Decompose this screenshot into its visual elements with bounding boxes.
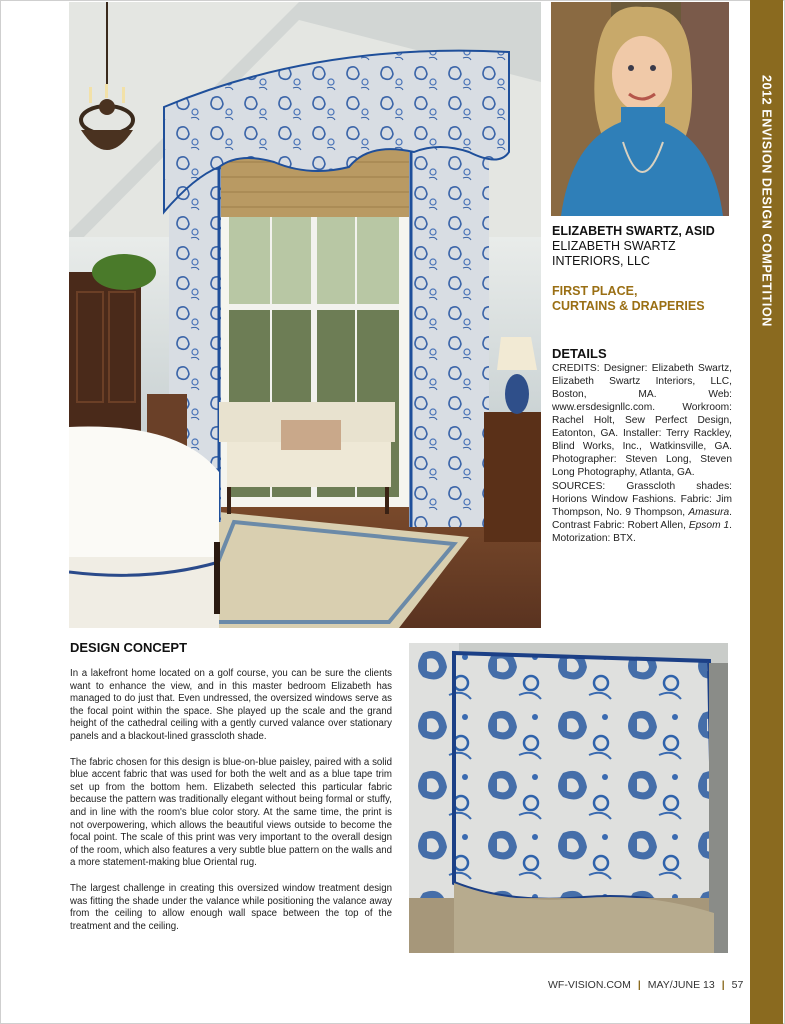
- valance-detail-photo: [409, 643, 728, 953]
- design-concept-heading: DESIGN CONCEPT: [70, 640, 188, 655]
- footer-site: WF-VISION.COM: [548, 979, 631, 991]
- award-line1: FIRST PLACE,: [552, 284, 638, 298]
- bedroom-window-photo: [69, 2, 541, 628]
- concept-paragraph: The largest challenge in creating this oversized window treatment design was fitting the shade under the valance while positioning the valance away from the ceiling to allow enough wall space between the top of the treatment and the ceiling.: [70, 882, 392, 932]
- company-name-line1: ELIZABETH SWARTZ: [552, 239, 676, 253]
- footer-issue: MAY/JUNE 13: [647, 979, 715, 991]
- designer-name: ELIZABETH SWARTZ, ASID: [552, 224, 715, 238]
- sidebar-title: 2012 ENVISION DESIGN COMPETITION: [759, 75, 774, 327]
- page-number: 57: [731, 979, 744, 991]
- concept-paragraph: The fabric chosen for this design is blue-on-blue paisley, paired with a solid blue accent fabric that was used for both the welt and as a blue tape trim set up from the bottom hem. Elizabeth selected this particular fabric because the pattern was traditionally elegant without being formal or stuffy, and in line with the room's blue color story. At the same time, the print is not overpowering, which allows the beautiful views outside to become the focal point. The scale of this print was very important to the overall design of the room, which also features a very subtle blue pattern on the walls and a more statement-making blue Oriental rug.: [70, 756, 392, 869]
- details-heading: DETAILS: [552, 346, 607, 361]
- design-concept-body: [70, 668, 392, 946]
- sidebar-title-wrap: [750, 0, 783, 1024]
- concept-paragraph: In a lakefront home located on a golf course, you can be sure the clients want to enhance the view, and in this master bedroom Elizabeth has managed to do just that. Even undressed, the oversized windows serve as the focal point within the space. She played up the scale and the grand height of the cathedral ceiling with a gently curved valance over stationary panels and a blackout-lined grasscloth shade.: [70, 668, 392, 742]
- sources-text: SOURCES: Grasscloth shades: Horions Window Fashions. Fabric: Jim Thompson, No. 9 Thompson, Amasura. Contrast Fabric: Robert Allen, Epsom 1. Motorization: BTX.: [552, 481, 732, 544]
- designer-info: [552, 224, 742, 314]
- designer-portrait-photo: [551, 2, 729, 216]
- credits-text: CREDITS: Designer: Elizabeth Swartz, Elizabeth Swartz Interiors, LLC, Boston, MA. Web: www.ersdesignllc.com. Workroom: Rachel Holt, Sew Perfect Design, Eatonton, GA. Installer: Terry Rackley, Blind Works, Inc., Watkinsville, GA. Photographer: Steven Long, Steven Long Photography, Atlanta, GA.: [552, 363, 732, 478]
- company-name-line2: INTERIORS, LLC: [552, 254, 650, 268]
- page-footer: WF-VISION.COM | MAY/JUNE 13 | 57: [548, 979, 744, 991]
- award-line2: CURTAINS & DRAPERIES: [552, 299, 705, 313]
